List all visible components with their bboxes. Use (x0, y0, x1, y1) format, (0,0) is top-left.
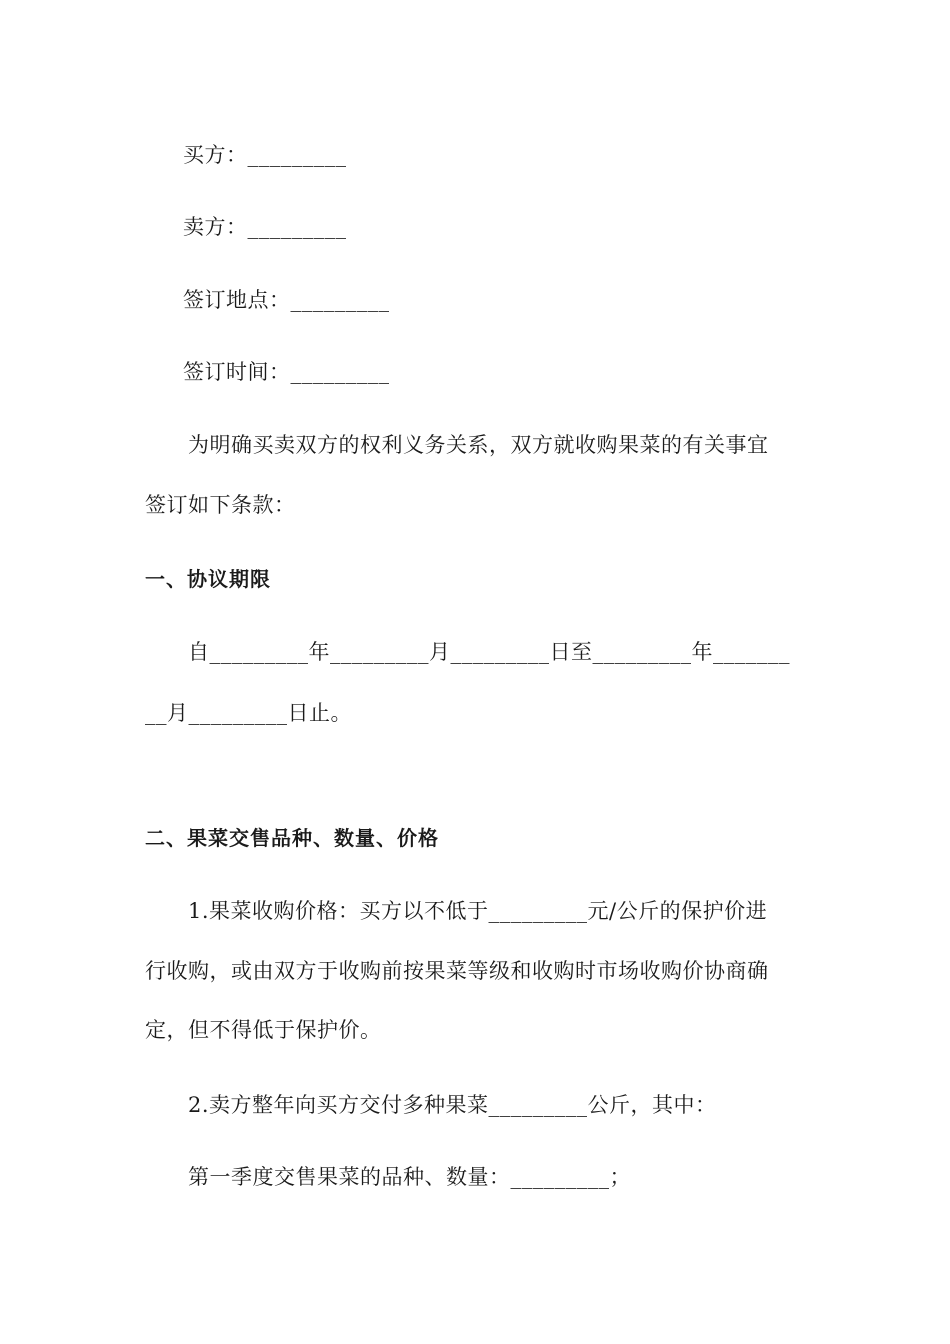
section-1-heading: 一、协议期限 (145, 567, 271, 591)
signing-time-line: 签订时间：_________ (183, 360, 390, 384)
buyer-line: 买方：_________ (183, 143, 347, 167)
term-line-2: __月_________日止。 (145, 701, 352, 725)
quantity-clause-line: 2.卖方整年向买方交付多种果菜_________公斤，其中： (188, 1093, 717, 1117)
intro-paragraph-line-1: 为明确买卖双方的权利义务关系，双方就收购果菜的有关事宜 (188, 433, 769, 457)
term-line-1: 自_________年_________月_________日至_________年_______ (188, 640, 790, 664)
signing-place-line: 签订地点：_________ (183, 288, 390, 312)
seller-line: 卖方：_________ (183, 215, 347, 239)
price-clause-line-3: 定，但不得低于保护价。 (145, 1018, 382, 1042)
first-quarter-line: 第一季度交售果菜的品种、数量：_________； (188, 1165, 631, 1189)
section-2-heading: 二、果菜交售品种、数量、价格 (145, 826, 439, 850)
price-clause-line-1: 1.果菜收购价格：买方以不低于_________元/公斤的保护价进 (188, 899, 768, 923)
intro-paragraph-line-2: 签订如下条款： (145, 493, 296, 517)
price-clause-line-2: 行收购，或由双方于收购前按果菜等级和收购时市场收购价协商确 (145, 959, 769, 983)
